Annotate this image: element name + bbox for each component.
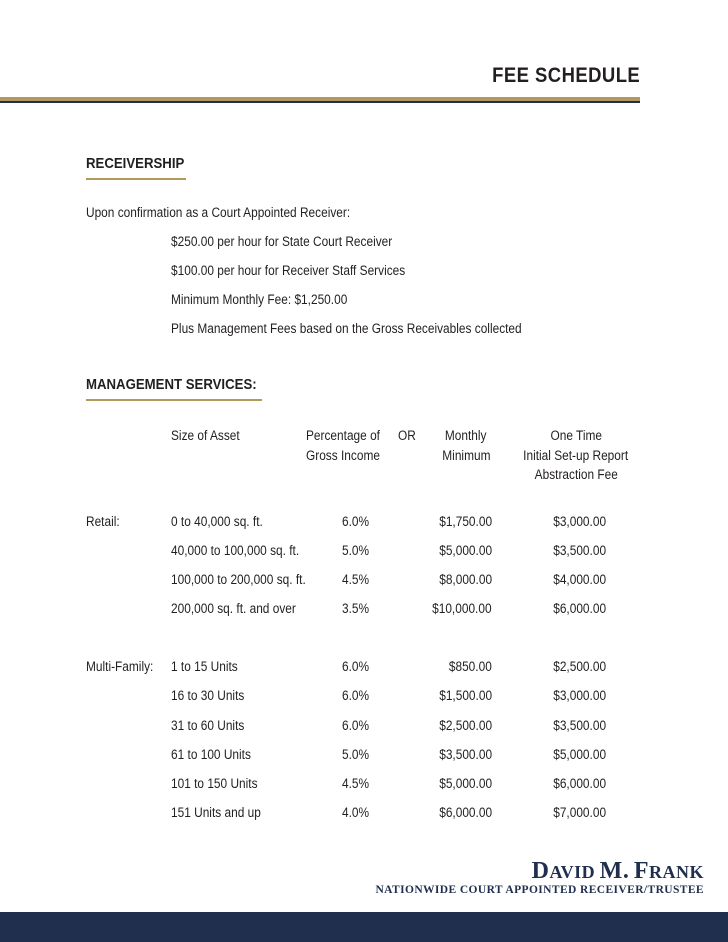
receivership-item: Minimum Monthly Fee: $1,250.00 bbox=[171, 292, 348, 307]
receivership-item: $100.00 per hour for Receiver Staff Services bbox=[171, 263, 406, 278]
table-cell-pct: 4.5% bbox=[342, 572, 370, 587]
table-cell-size: 101 to 150 Units bbox=[171, 776, 258, 791]
table-cell-fee: $3,500.00 bbox=[553, 543, 606, 558]
table-cell-fee: $3,500.00 bbox=[553, 718, 606, 733]
table-cell-fee: $5,000.00 bbox=[553, 747, 606, 762]
col-header-fee-3: Abstraction Fee bbox=[534, 467, 618, 482]
table-cell-pct: 6.0% bbox=[342, 718, 370, 733]
table-cell-min: $1,750.00 bbox=[439, 514, 492, 529]
col-header-fee: One Time bbox=[550, 428, 602, 443]
table-cell-pct: 5.0% bbox=[342, 543, 370, 558]
group-label-multi-family: Multi-Family: bbox=[86, 659, 154, 674]
footer-bar bbox=[0, 912, 728, 942]
management-heading-underline bbox=[86, 399, 262, 401]
table-cell-size: 31 to 60 Units bbox=[171, 718, 245, 733]
table-cell-min: $2,500.00 bbox=[439, 718, 492, 733]
table-cell-fee: $6,000.00 bbox=[553, 601, 606, 616]
table-cell-size: 200,000 sq. ft. and over bbox=[171, 601, 296, 616]
table-cell-fee: $2,500.00 bbox=[553, 659, 606, 674]
table-cell-pct: 6.0% bbox=[342, 659, 370, 674]
table-cell-min: $5,000.00 bbox=[439, 543, 492, 558]
header-rule-navy bbox=[0, 101, 640, 103]
page-title: FEE SCHEDULE bbox=[491, 64, 640, 87]
signature-name: DAVID M. FRANK bbox=[531, 858, 704, 884]
table-cell-fee: $3,000.00 bbox=[553, 514, 606, 529]
table-cell-size: 61 to 100 Units bbox=[171, 747, 251, 762]
col-header-size: Size of Asset bbox=[171, 428, 240, 443]
table-cell-size: 151 Units and up bbox=[171, 805, 261, 820]
table-cell-size: 0 to 40,000 sq. ft. bbox=[171, 514, 263, 529]
receivership-intro: Upon confirmation as a Court Appointed Receiver: bbox=[86, 205, 351, 220]
table-cell-pct: 4.5% bbox=[342, 776, 370, 791]
table-cell-pct: 6.0% bbox=[342, 688, 370, 703]
col-header-pct: Percentage of bbox=[306, 428, 380, 443]
table-cell-min: $5,000.00 bbox=[439, 776, 492, 791]
table-cell-pct: 5.0% bbox=[342, 747, 370, 762]
table-cell-pct: 3.5% bbox=[342, 601, 370, 616]
table-cell-size: 1 to 15 Units bbox=[171, 659, 238, 674]
table-cell-size: 16 to 30 Units bbox=[171, 688, 245, 703]
receivership-item: $250.00 per hour for State Court Receiver bbox=[171, 234, 393, 249]
receivership-heading-underline bbox=[86, 178, 186, 180]
receivership-heading: RECEIVERSHIP bbox=[86, 155, 185, 172]
table-cell-pct: 4.0% bbox=[342, 805, 370, 820]
table-cell-fee: $6,000.00 bbox=[553, 776, 606, 791]
table-cell-fee: $4,000.00 bbox=[553, 572, 606, 587]
table-cell-min: $6,000.00 bbox=[439, 805, 492, 820]
col-header-or: OR bbox=[398, 428, 416, 443]
table-cell-min: $8,000.00 bbox=[439, 572, 492, 587]
table-cell-size: 40,000 to 100,000 sq. ft. bbox=[171, 543, 300, 558]
group-label-retail: Retail: bbox=[86, 514, 120, 529]
signature-subtitle: NATIONWIDE COURT APPOINTED RECEIVER/TRUSTEE bbox=[375, 884, 704, 896]
table-cell-pct: 6.0% bbox=[342, 514, 370, 529]
table-cell-min: $10,000.00 bbox=[432, 601, 492, 616]
table-cell-min: $3,500.00 bbox=[439, 747, 492, 762]
table-cell-size: 100,000 to 200,000 sq. ft. bbox=[171, 572, 306, 587]
management-heading: MANAGEMENT SERVICES: bbox=[86, 376, 257, 393]
table-cell-fee: $3,000.00 bbox=[553, 688, 606, 703]
col-header-min-2: Minimum bbox=[441, 448, 491, 463]
table-cell-fee: $7,000.00 bbox=[553, 805, 606, 820]
col-header-fee-2: Initial Set-up Report bbox=[523, 448, 629, 463]
col-header-pct-2: Gross Income bbox=[306, 448, 380, 463]
table-cell-min: $1,500.00 bbox=[439, 688, 492, 703]
table-cell-min: $850.00 bbox=[449, 659, 492, 674]
col-header-min: Monthly bbox=[445, 428, 487, 443]
receivership-item: Plus Management Fees based on the Gross Receivables collected bbox=[171, 321, 522, 336]
